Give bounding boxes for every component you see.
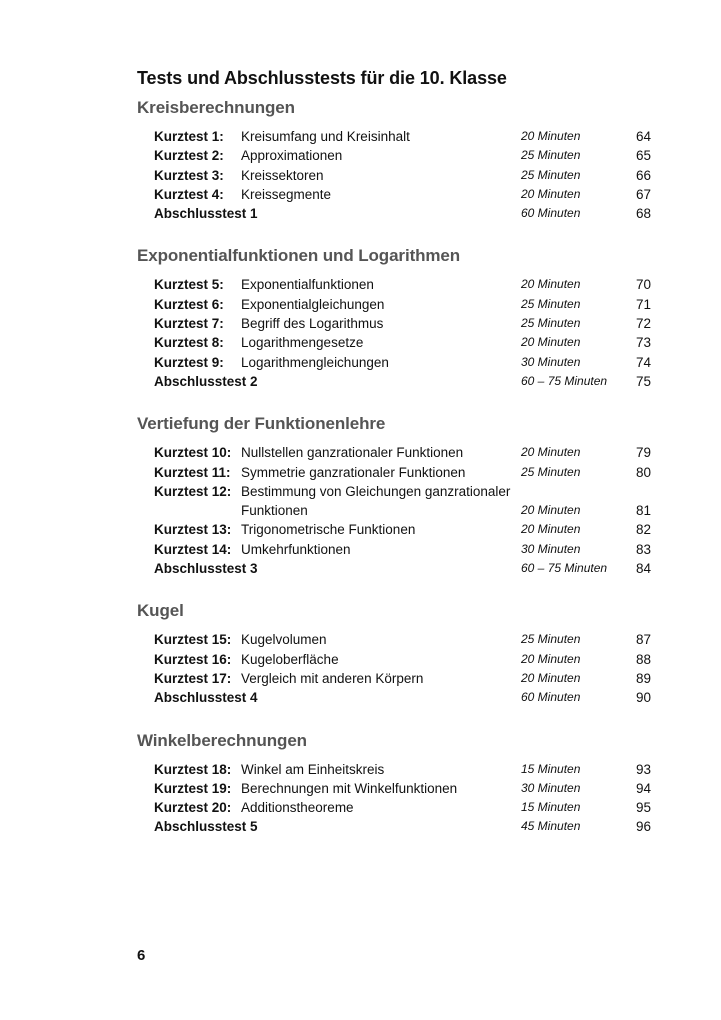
test-duration: 60 – 75 Minuten (521, 561, 608, 576)
test-code: Kurztest 6: (154, 296, 224, 312)
toc-entry (137, 779, 653, 798)
test-duration: 20 Minuten (521, 670, 581, 685)
test-duration: 25 Minuten (521, 296, 581, 311)
test-duration: 20 Minuten (521, 651, 581, 666)
test-page: 87 (635, 632, 651, 648)
test-duration: 20 Minuten (521, 277, 581, 292)
test-topic: Exponentialfunktionen (241, 277, 374, 293)
test-page: 95 (635, 800, 651, 816)
test-topic: Logarithmengleichungen (241, 354, 389, 370)
section-title: Kugel (137, 601, 184, 621)
toc-entry (137, 275, 653, 294)
test-page: 84 (635, 561, 651, 577)
toc-entry (137, 443, 653, 462)
test-topic: Kugeloberfläche (241, 651, 339, 667)
test-code: Kurztest 16: (154, 651, 232, 667)
test-duration: 20 Minuten (521, 186, 581, 201)
test-page: 67 (635, 186, 651, 202)
toc-entry (137, 166, 653, 185)
toc-section (137, 601, 653, 707)
test-page: 94 (635, 780, 651, 796)
test-duration: 60 Minuten (521, 206, 581, 221)
section-title: Exponentialfunktionen und Logarithmen (137, 246, 461, 266)
test-topic: Additionstheoreme (241, 800, 354, 816)
test-page: 64 (635, 129, 651, 144)
test-code: Kurztest 9: (154, 354, 224, 370)
test-page: 79 (635, 445, 651, 461)
toc-entry (137, 669, 653, 688)
test-topic: Bestimmung von Gleichungen ganzrationaler Funktionen (241, 483, 511, 519)
toc-entry (137, 760, 653, 779)
test-code: Kurztest 17: (154, 670, 232, 686)
test-topic: Kreissektoren (241, 167, 324, 183)
test-topic: Kreissegmente (241, 186, 332, 202)
test-page: 82 (635, 522, 651, 538)
test-code: Kurztest 10: (154, 445, 232, 461)
test-code: Kurztest 13: (154, 522, 232, 538)
test-page: 73 (635, 335, 651, 351)
toc-entry (137, 630, 653, 649)
test-code: Abschlusstest 2 (154, 373, 258, 389)
toc-entry (137, 372, 653, 391)
test-duration: 25 Minuten (521, 632, 581, 647)
test-code: Kurztest 14: (154, 541, 232, 557)
test-page: 68 (635, 206, 651, 222)
test-code: Kurztest 3: (154, 167, 224, 183)
test-topic: Trigonometrische Funktionen (241, 522, 416, 538)
section-title: Winkelberechnungen (137, 730, 307, 750)
test-code: Kurztest 5: (154, 277, 224, 293)
test-page: 96 (635, 819, 651, 835)
test-duration: 20 Minuten (521, 503, 581, 518)
test-topic: Umkehrfunktionen (241, 541, 351, 557)
test-duration: 20 Minuten (521, 129, 581, 143)
test-page: 71 (635, 296, 651, 312)
test-code: Abschlusstest 4 (154, 690, 258, 706)
test-page: 70 (635, 277, 651, 293)
test-code: Kurztest 20: (154, 800, 232, 816)
test-code: Kurztest 7: (154, 316, 224, 332)
test-code: Kurztest 4: (154, 186, 224, 202)
test-code: Abschlusstest 1 (154, 206, 258, 222)
test-duration: 25 Minuten (521, 167, 581, 182)
test-code: Kurztest 11: (154, 464, 231, 480)
test-topic: Winkel am Einheitskreis (241, 761, 385, 777)
test-topic: Vergleich mit anderen Körpern (241, 670, 424, 686)
test-page: 74 (635, 354, 651, 370)
page-title: Tests und Abschlusstests für die 10. Klasse (137, 68, 507, 88)
toc-entry (137, 463, 653, 482)
toc-sections (137, 98, 653, 837)
test-topic: Kugelvolumen (241, 632, 327, 648)
toc-entry (137, 817, 653, 836)
test-code: Kurztest 18: (154, 761, 232, 777)
toc-entry (137, 127, 653, 146)
test-code: Abschlusstest 5 (154, 819, 258, 835)
test-topic: Symmetrie ganzrationaler Funktionen (241, 464, 466, 480)
test-page: 75 (635, 373, 651, 389)
section-title: Kreisberechnungen (137, 98, 295, 117)
toc-entry (137, 650, 653, 669)
test-code: Kurztest 19: (154, 780, 232, 796)
test-duration: 30 Minuten (521, 780, 581, 795)
toc-entry (137, 798, 653, 817)
test-topic: Nullstellen ganzrationaler Funktionen (241, 445, 464, 461)
test-page: 90 (635, 690, 651, 706)
test-duration: 30 Minuten (521, 541, 581, 556)
test-duration: 25 Minuten (521, 148, 581, 163)
test-duration: 30 Minuten (521, 354, 581, 369)
test-topic: Exponentialgleichungen (241, 296, 385, 312)
toc-entry (137, 688, 653, 707)
test-topic: Logarithmengesetze (241, 335, 364, 351)
toc-entry (137, 482, 653, 521)
test-page: 93 (635, 761, 651, 777)
toc-entry (137, 540, 653, 559)
test-duration: 60 – 75 Minuten (521, 373, 608, 388)
test-duration: 20 Minuten (521, 445, 581, 460)
toc-entry (137, 559, 653, 578)
test-topic: Berechnungen mit Winkelfunktionen (241, 780, 458, 796)
test-page: 80 (635, 464, 651, 480)
test-page: 66 (635, 167, 651, 183)
test-duration: 45 Minuten (521, 819, 581, 834)
test-code: Kurztest 8: (154, 335, 224, 351)
test-code: Kurztest 12: (154, 483, 232, 499)
test-topic: Kreisumfang und Kreisinhalt (241, 129, 410, 144)
test-code: Kurztest 2: (154, 148, 224, 164)
test-duration: 15 Minuten (521, 800, 581, 815)
toc-entry (137, 314, 653, 333)
test-code: Kurztest 15: (154, 632, 232, 648)
toc-section (137, 414, 653, 578)
page-number: 6 (137, 947, 146, 964)
test-duration: 20 Minuten (521, 522, 581, 537)
test-page: 89 (635, 670, 651, 686)
test-duration: 60 Minuten (521, 690, 581, 705)
test-topic: Begriff des Logarithmus (241, 316, 384, 332)
test-code: Abschlusstest 3 (154, 561, 258, 577)
toc-page (137, 68, 653, 860)
toc-entry (137, 353, 653, 372)
section-title: Vertiefung der Funktionenlehre (137, 414, 386, 434)
toc-section (137, 98, 653, 223)
toc-entry (137, 185, 653, 204)
test-topic: Approximationen (241, 148, 343, 164)
test-page: 72 (635, 316, 651, 332)
test-duration: 15 Minuten (521, 761, 581, 776)
toc-entry (137, 146, 653, 165)
test-page: 88 (635, 651, 651, 667)
toc-section (137, 246, 653, 391)
test-page: 65 (635, 148, 651, 164)
test-page: 83 (635, 541, 651, 557)
toc-section (137, 731, 653, 837)
test-duration: 25 Minuten (521, 464, 581, 479)
test-page: 81 (635, 503, 651, 519)
toc-entry (137, 520, 653, 539)
toc-entry (137, 295, 653, 314)
test-duration: 20 Minuten (521, 335, 581, 350)
test-duration: 25 Minuten (521, 316, 581, 331)
toc-entry (137, 333, 653, 352)
toc-entry (137, 204, 653, 223)
test-code: Kurztest 1: (154, 129, 224, 144)
